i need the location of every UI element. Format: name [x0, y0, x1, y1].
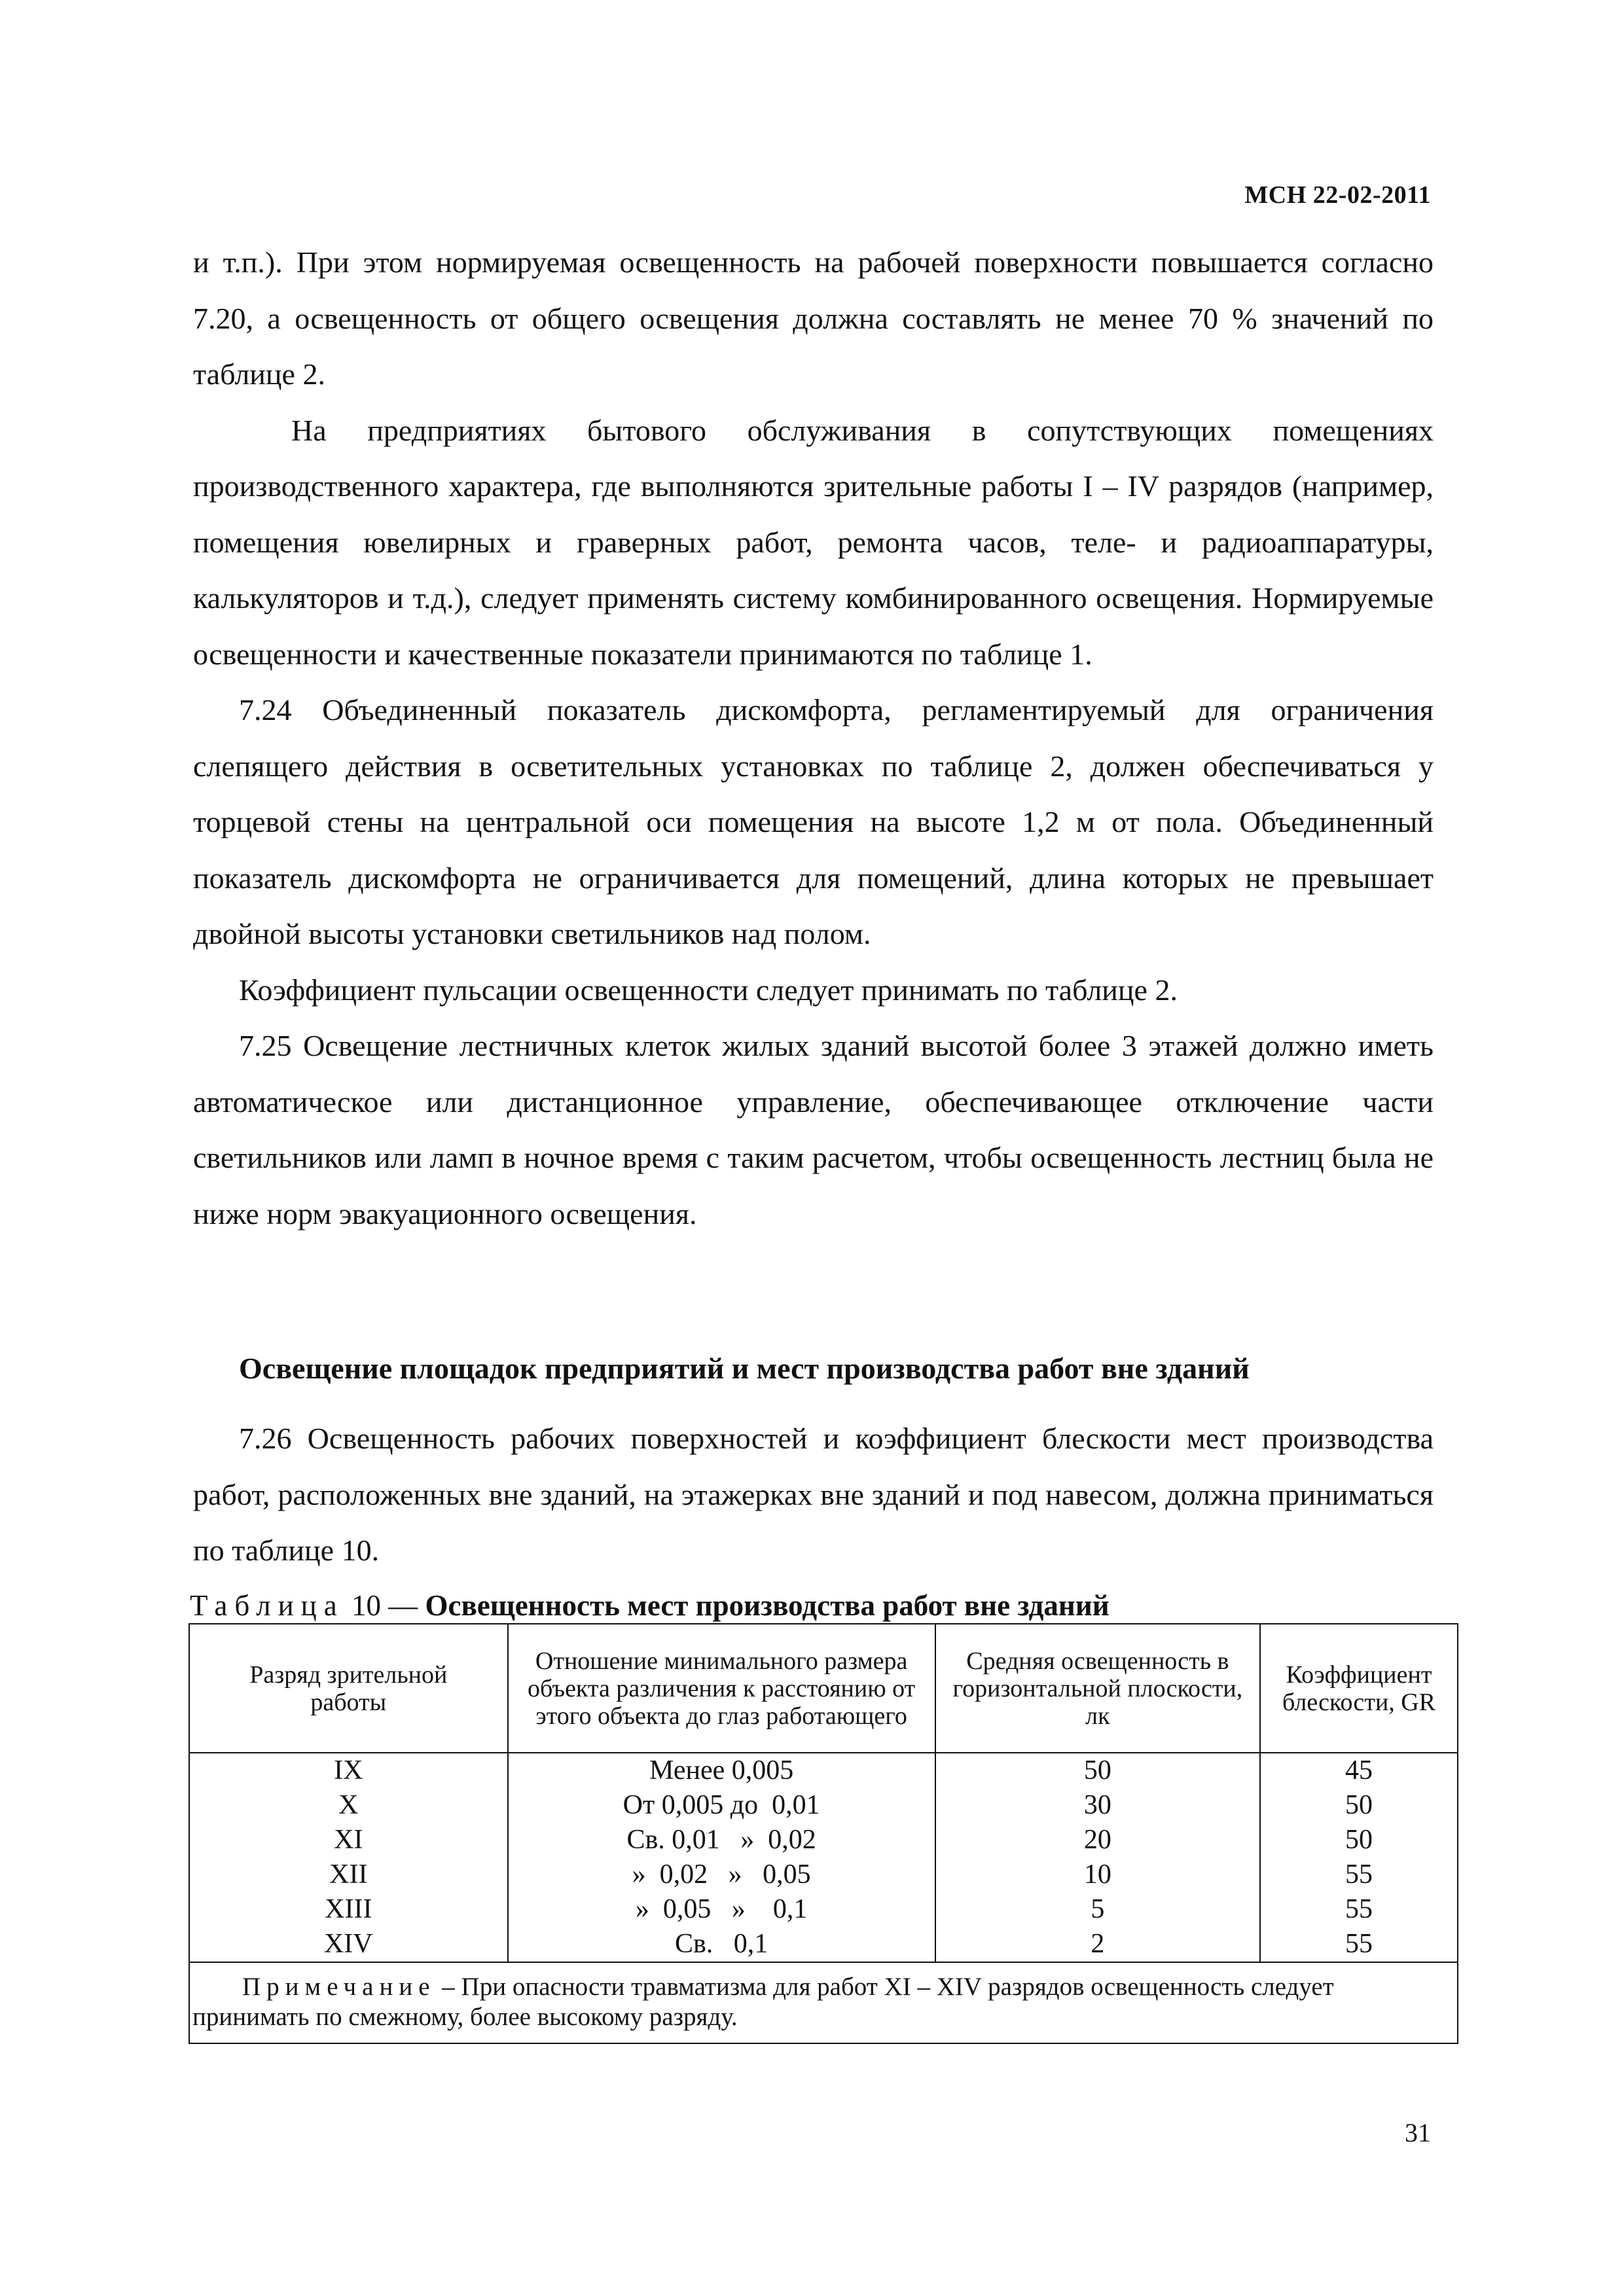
cell-grade: X	[189, 1788, 508, 1823]
table-note-row	[189, 1962, 1458, 2043]
table-row	[189, 1857, 1458, 1892]
cell-illuminance: 50	[935, 1753, 1260, 1788]
table-caption-label: Таблица	[190, 1589, 344, 1622]
cell-ratio: Св. 0,1	[508, 1927, 935, 1962]
note-label: Примечание	[242, 1973, 436, 2001]
cell-glare: 55	[1260, 1892, 1458, 1927]
table-row	[189, 1892, 1458, 1927]
cell-illuminance: 2	[935, 1927, 1260, 1962]
header-glare: Коэффициент блескости, GR	[1260, 1624, 1458, 1753]
cell-ratio: Св. 0,01 » 0,02	[508, 1823, 935, 1857]
table-row	[189, 1753, 1458, 1788]
cell-ratio: Менее 0,005	[508, 1753, 935, 1788]
cell-glare: 45	[1260, 1753, 1458, 1788]
cell-illuminance: 20	[935, 1823, 1260, 1857]
table-note	[189, 1962, 1458, 2043]
header-grade: Разряд зрительной работы	[189, 1624, 508, 1753]
cell-grade: XIV	[189, 1927, 508, 1962]
paragraph-7-26: 7.26 Освещенность рабочих поверхностей и коэффициент блескости мест производства работ, расположенных вне зданий, на этажерках вне зданий и под навесом, должна приниматься по таблице 10.	[193, 1422, 1434, 1567]
paragraph-continuation: и т.п.). При этом нормируемая освещенность на рабочей поверхности повышается согласно 7.20, а освещенность от общего освещения должна составлять не менее 70 % значений по таблице 2.	[193, 245, 1434, 391]
cell-ratio: » 0,02 » 0,05	[508, 1857, 935, 1892]
cell-glare: 50	[1260, 1788, 1458, 1823]
table-row	[189, 1927, 1458, 1962]
cell-illuminance: 5	[935, 1892, 1260, 1927]
note-text: – При опасности травматизма для работ XI – XIV разрядов освещенность следует принимать по смежному, более высокому разряду.	[192, 1973, 1334, 2031]
paragraph-7-24: 7.24 Объединенный показатель дискомфорта, регламентируемый для ограничения слепящего действия в осветительных установках по таблице 2, должен обеспечиваться у торцевой стены на центральной оси помещения на высоте 1,2 м от пола. Объединенный показатель дискомфорта не ограничивается для помещений, длина которых не превышает двойной высоты установки светильников над полом.	[193, 693, 1434, 950]
table-caption-number: 10 —	[351, 1589, 418, 1622]
table-row	[189, 1788, 1458, 1823]
cell-ratio: » 0,05 » 0,1	[508, 1892, 935, 1927]
body-text	[193, 234, 1434, 1242]
header-illuminance: Средняя освещенность в горизонтальной плоскости, лк	[935, 1624, 1260, 1753]
table-header-row	[189, 1624, 1458, 1753]
cell-grade: IX	[189, 1753, 508, 1788]
paragraph-pulsation: Коэффициент пульсации освещенности следует принимать по таблице 2.	[239, 973, 1178, 1007]
cell-illuminance: 30	[935, 1788, 1260, 1823]
header-ratio: Отношение минимального размера объекта различения к расстоянию от этого объекта до глаз работающего	[508, 1624, 935, 1753]
cell-glare: 50	[1260, 1823, 1458, 1857]
document-code: МСН 22-02-2011	[1244, 181, 1431, 209]
cell-grade: XI	[189, 1823, 508, 1857]
table-row	[189, 1823, 1458, 1857]
cell-illuminance: 10	[935, 1857, 1260, 1892]
page-number: 31	[1405, 2118, 1431, 2147]
paragraph-7-26-block	[193, 1410, 1434, 1579]
table-caption-title: Освещенность мест производства работ вне зданий	[425, 1589, 1110, 1622]
paragraph-combined-lighting: На предприятиях бытового обслуживания в сопутствующих помещениях производственного характера, где выполняются зрительные работы I – IV разрядов (например, помещения ювелирных и граверных работ, ремонта часов, теле- и радиоаппаратуры, калькуляторов и т.д.), следует применять систему комбинированного освещения. Нормируемые освещенности и качественные показатели принимаются по таблице 1.	[193, 413, 1434, 671]
illuminance-table	[189, 1623, 1458, 2044]
cell-grade: XII	[189, 1857, 508, 1892]
cell-glare: 55	[1260, 1927, 1458, 1962]
section-heading: Освещение площадок предприятий и мест производства работ вне зданий	[239, 1352, 1250, 1385]
cell-glare: 55	[1260, 1857, 1458, 1892]
cell-ratio: От 0,005 до 0,01	[508, 1788, 935, 1823]
paragraph-7-25: 7.25 Освещение лестничных клеток жилых зданий высотой более 3 этажей должно иметь автоматическое или дистанционное управление, обеспечивающее отключение части светильников или ламп в ночное время с таким расчетом, чтобы освещенность лестниц была не ниже норм эвакуационного освещения.	[193, 1029, 1434, 1230]
cell-grade: XIII	[189, 1892, 508, 1927]
table-caption	[190, 1589, 1110, 1622]
